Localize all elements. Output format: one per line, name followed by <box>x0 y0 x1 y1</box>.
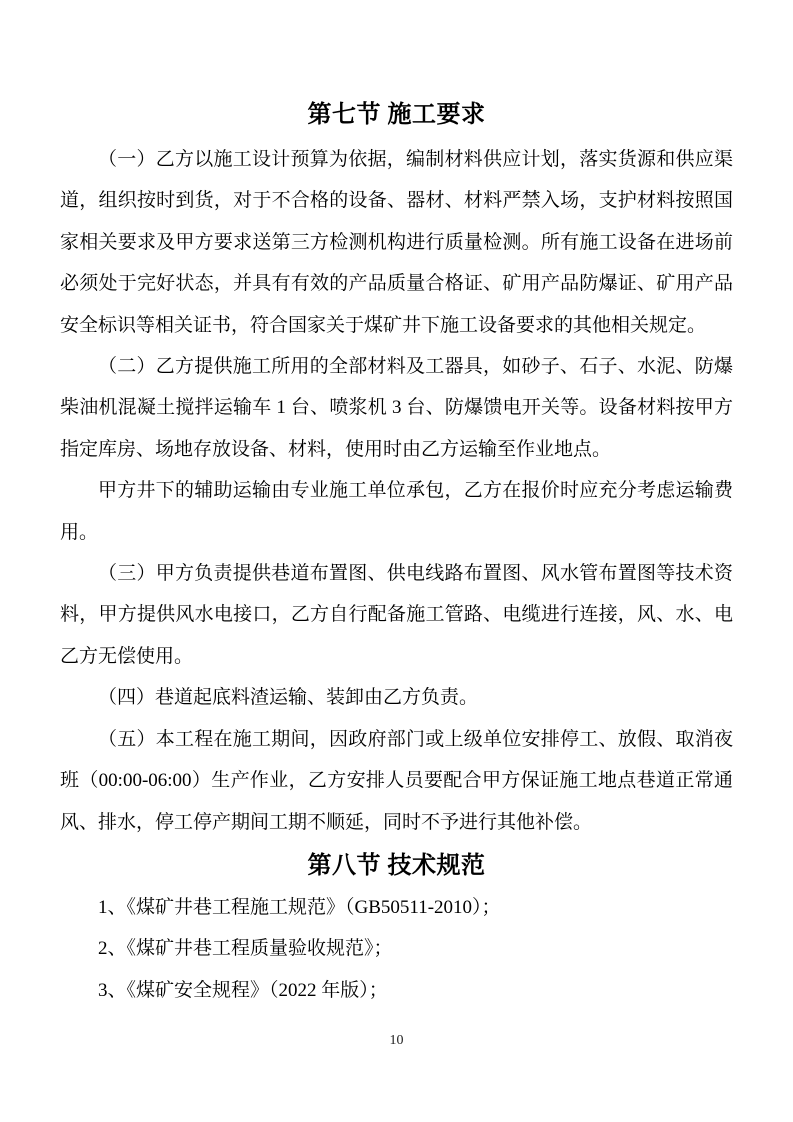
section7-paragraph-4: （三）甲方负责提供巷道布置图、供电线路布置图、风水管布置图等技术资料，甲方提供风水电接口，乙方自行配备施工管路、电缆进行连接，风、水、电乙方无偿使用。 <box>60 563 733 667</box>
section8-list-item-1: 1、《煤矿井巷工程施工规范》（GB50511-2010）； <box>98 896 501 918</box>
section8-list-item-2: 2、《煤矿井巷工程质量验收规范》； <box>98 938 393 960</box>
section8-title: 第八节 技术规范 <box>307 852 486 879</box>
section7-paragraph-6: （五）本工程在施工期间，因政府部门或上级单位安排停工、放假、取消夜班（00:00-06:00）生产作业，乙方安排人员要配合甲方保证施工地点巷道正常通风、排水，停工停产期间工期不顺延，同时不予进行其他补偿。 <box>60 728 733 833</box>
section7-paragraph-5: （四）巷道起底料渣运输、装卸由乙方负责。 <box>98 687 479 709</box>
section7-paragraph-1: （一）乙方以施工设计预算为依据，编制材料供应计划，落实货源和供应渠道，组织按时到货，对于不合格的设备、器材、材料严禁入场，支护材料按照国家相关要求及甲方要求送第三方检测机构进行质量检测。所有施工设备在进场前必须处于完好状态，并具有有效的产品质量合格证、矿用产品防爆证、矿用产品安全标识等相关证书，符合国家关于煤矿井下施工设备要求的其他相关规定。 <box>60 149 733 336</box>
page-number: 10 <box>389 1033 404 1048</box>
section7-title: 第七节 施工要求 <box>307 102 486 128</box>
document-body <box>60 0 733 1011</box>
section8-list-item-3: 3、《煤矿安全规程》（2022 年版）； <box>98 979 388 1001</box>
section7-paragraph-3: 甲方井下的辅助运输由专业施工单位承包，乙方在报价时应充分考虑运输费用。 <box>60 480 733 543</box>
section7-paragraph-2: （二）乙方提供施工所用的全部材料及工器具，如砂子、石子、水泥、防爆柴油机混凝土搅拌运输车 1 台、喷浆机 3 台、防爆馈电开关等。设备材料按甲方指定库房、场地存放设备、材料，使用时由乙方运输至作业地点。 <box>60 356 733 460</box>
